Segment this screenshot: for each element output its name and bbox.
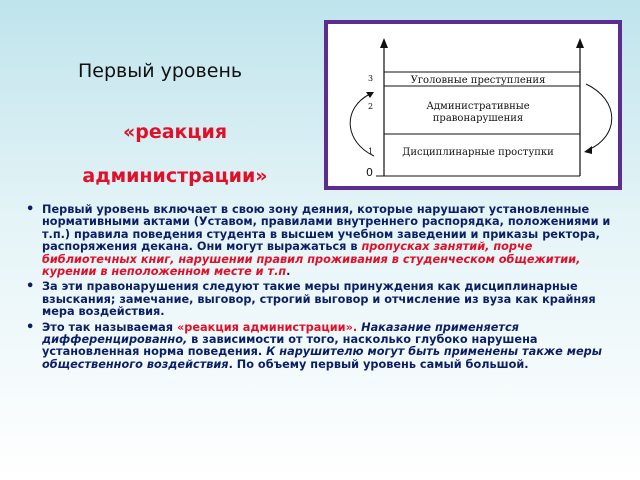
bullet-2-text: За эти правонарушения следуют такие меры принуждения как дисциплинарные взыскания; замечание, выговор, строгий выговор и отчисление из вуза как крайняя мера воздействия. [42,280,596,319]
slide-subtitle: «реакция администрации» [82,121,268,187]
bullet-3-text-end: . По объему первый уровень самый большой. [228,357,529,371]
level-2-number: 2 [368,102,374,111]
slide-title: Первый уровень [78,60,243,82]
levels-diagram [324,20,622,190]
levels-diagram-svg [328,24,618,186]
bullet-3-text-start: Это так называемая [42,320,177,334]
right-curved-arrow-head [584,146,592,154]
axis-arrow-right [576,38,584,48]
bullet-1-text: Первый уровень включает в свою зону деяния, которые нарушают установленные нормативными актами (Уставом, правилами внутреннего распорядка, положениями и т.п.) правила поведения студента в высшем учебном заведении и приказы ректора, распоряжения декана. Они могут выражаться в [42,203,611,254]
bullet-item-1 [26,204,618,278]
bullet-item-3 [26,322,618,372]
bullet-3-text-mid: в зависимости от того, насколько глубоко нарушена установленная норма поведения. [42,333,538,359]
level-1-number: 1 [368,147,374,156]
bullet-1-end: . [286,265,291,279]
axis-arrow-left [380,38,388,48]
level-2-label-line1: Административные [426,101,530,112]
level-3-number: 3 [368,74,374,83]
bullet-item-2 [26,281,618,318]
bullet-3-italic-1: Наказание применяется дифференцированно, [42,320,519,347]
level-2-label-line2: правонарушения [432,113,524,124]
origin-label: 0 [366,166,373,179]
bullet-1-highlight: пропусках занятий, порче библиотечных книг, нарушении правил проживания в студенческом общежитии, курении в неположенном месте и т.п [42,240,581,279]
bullet-list [26,204,618,374]
bullet-3-highlight: «реакция администрации». [177,320,362,334]
level-1-label: Дисциплинарные проступки [402,147,554,158]
bullet-3-italic-2: К нарушителю могут быть применены также меры общественного воздействия [42,345,602,371]
right-curved-arrow [586,84,612,150]
level-3-label: Уголовные преступления [410,75,546,86]
